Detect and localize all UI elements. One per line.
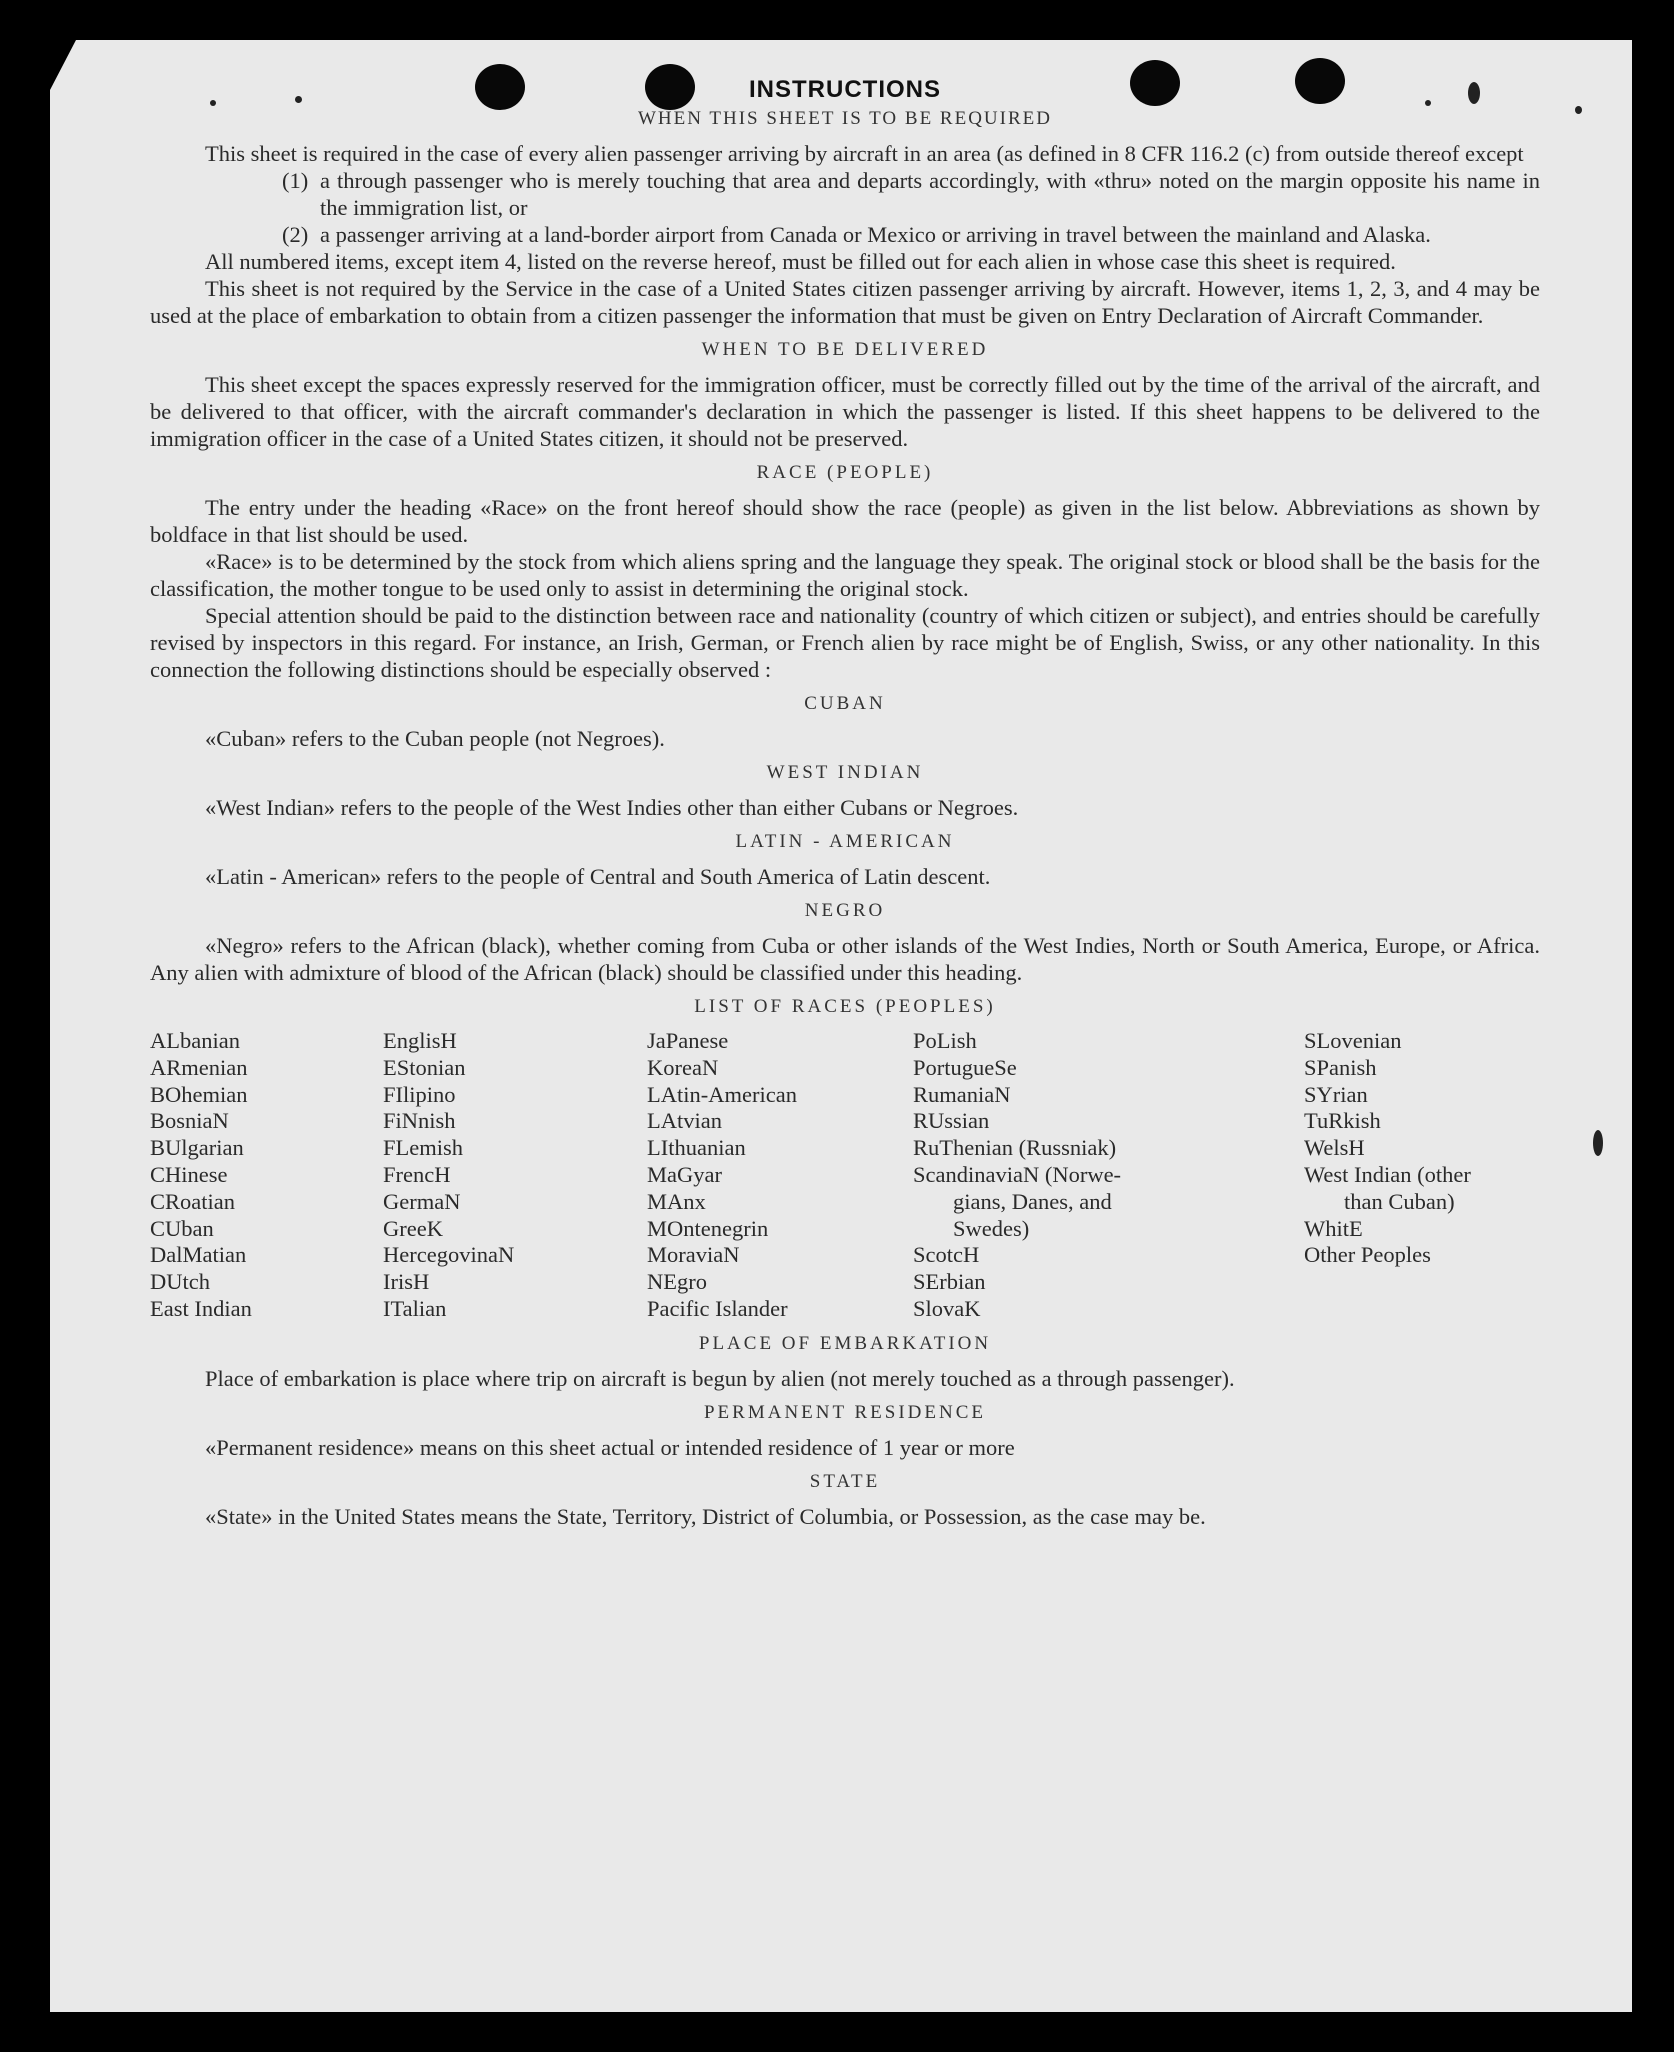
paragraph: This sheet is not required by the Service in the case of a United States citizen passenger arriving by aircraft. However, items 1, 2, 3, and 4 may be used at the place of embarkation to obtain from a citizen passenger the information that must be given on Entry Declaration of Aircraft Commander. — [150, 276, 1540, 328]
paragraph: Place of embarkation is place where trip on aircraft is begun by alien (not merely touched as a through passenger). — [205, 1365, 1235, 1391]
race-item: LAtvian — [647, 1108, 722, 1134]
paragraph: This sheet except the spaces expressly reserved for the immigration officer, must be correctly filled out by the time of the arrival of the aircraft, and be delivered to that officer, with the aircraft commander's declaration in which the passenger is listed. If this sheet happens to be delivered to the immigration officer in the case of a United States citizen, it should not be preserved. — [150, 372, 1540, 451]
page-title: INSTRUCTIONS — [749, 76, 941, 103]
race-item: MoraviaN — [647, 1242, 740, 1268]
race-item: MOntenegrin — [647, 1215, 769, 1241]
race-item: DalMatian — [150, 1242, 247, 1268]
race-item: SlovaK — [913, 1295, 981, 1321]
list-item — [282, 167, 1540, 221]
race-item: MaGyar — [647, 1161, 722, 1187]
race-item: MAnx — [647, 1188, 706, 1214]
race-item: CUban — [150, 1215, 214, 1241]
section-heading: WEST INDIAN — [766, 762, 924, 783]
race-item: SYrian — [1304, 1081, 1368, 1107]
race-item: JaPanese — [647, 1028, 729, 1053]
race-item: WelsH — [1304, 1135, 1365, 1161]
race-item: ScandinaviaN (Norwe- — [913, 1161, 1122, 1187]
race-item: BosniaN — [150, 1108, 229, 1134]
race-item: GermaN — [383, 1188, 461, 1214]
race-item: TuRkish — [1304, 1108, 1381, 1134]
item-number: (1) — [282, 168, 309, 193]
race-item: SPanish — [1304, 1054, 1377, 1080]
section-heading: PERMANENT RESIDENCE — [703, 1401, 987, 1423]
race-item: Other Peoples — [1304, 1242, 1431, 1268]
paragraph: «Permanent residence» means on this sheet actual or intended residence of 1 year or more — [205, 1434, 1015, 1460]
item-number: (2) — [282, 222, 309, 247]
section-heading: LATIN - AMERICAN — [735, 831, 955, 852]
race-item: CHinese — [150, 1161, 228, 1187]
section-heading: RACE (PEOPLE) — [756, 462, 934, 483]
race-item: LIthuanian — [647, 1135, 746, 1161]
list-item — [282, 221, 1540, 248]
race-item: FIlipino — [383, 1081, 456, 1107]
race-column — [383, 1028, 647, 1323]
race-item: GreeK — [383, 1215, 443, 1241]
race-item: WhitE — [1304, 1215, 1363, 1241]
paragraph: All numbered items, except item 4, listed on the reverse hereof, must be filled out for each alien in whose case this sheet is required. — [205, 249, 1396, 274]
section-heading: PLACE OF EMBARKATION — [698, 1332, 992, 1354]
race-column — [647, 1028, 913, 1323]
race-item-continued: than Cuban) — [1344, 1188, 1455, 1214]
race-item: West Indian (other — [1304, 1161, 1471, 1187]
corner-cut — [50, 40, 76, 90]
race-item: RumaniaN — [913, 1081, 1011, 1107]
definition-text: «Cuban» refers to the Cuban people (not Negroes). — [205, 726, 665, 751]
race-item: EnglisH — [383, 1028, 457, 1053]
section-heading: WHEN THIS SHEET IS TO BE REQUIRED — [638, 108, 1052, 129]
race-item: LAtin-American — [647, 1081, 797, 1107]
race-item: ARmenian — [150, 1054, 248, 1080]
race-item: PortugueSe — [913, 1054, 1017, 1080]
race-list — [150, 1028, 1540, 1323]
speck-mark — [1575, 106, 1582, 114]
race-item-continued: Swedes) — [953, 1215, 1030, 1241]
race-item: ScotcH — [913, 1242, 980, 1268]
race-item: CRoatian — [150, 1188, 235, 1214]
race-item: HercegovinaN — [383, 1242, 515, 1268]
paragraph: This sheet is required in the case of every alien passenger arriving by aircraft in an area (as defined in 8 CFR 116.2 (c) from outside thereof except — [205, 141, 1524, 166]
section-heading: NEGRO — [804, 900, 886, 921]
section-heading: CUBAN — [804, 693, 886, 714]
paragraph: Special attention should be paid to the distinction between race and nationality (country of which citizen or subject), and entries should be carefully revised by inspectors in this regard. For instance, an Irish, German, or French alien by race might be of English, Swiss, or any other nationality. In this connection the following distinctions should be especially observed : — [150, 603, 1540, 682]
definition-text: «Negro» refers to the African (black), whether coming from Cuba or other islands of the West Indies, North or South America, Europe, or Africa. Any alien with admixture of blood of the African (black) should be classified under this heading. — [150, 933, 1540, 985]
race-item: BUlgarian — [150, 1135, 244, 1161]
race-item: SErbian — [913, 1269, 986, 1295]
race-item: ITalian — [383, 1295, 447, 1321]
definition-text: «West Indian» refers to the people of the West Indies other than either Cubans or Negroes. — [205, 795, 1019, 820]
race-item: East Indian — [150, 1295, 252, 1321]
document-sheet — [50, 40, 1632, 2012]
section-heading: LIST OF RACES (PEOPLES) — [694, 996, 996, 1017]
race-item: FrencH — [383, 1161, 451, 1187]
paragraph: «Race» is to be determined by the stock from which aliens spring and the language they speak. The original stock or blood shall be the basis for the classification, the mother tongue to be used only to assist in determining the original stock. — [150, 549, 1540, 601]
race-item: PoLish — [913, 1028, 977, 1053]
race-item: Pacific Islander — [647, 1295, 788, 1321]
section-heading: STATE — [809, 1470, 881, 1492]
race-item: FLemish — [383, 1135, 464, 1161]
race-item: IrisH — [383, 1269, 430, 1295]
instructions-content — [150, 76, 1540, 1530]
race-item: FiNnish — [383, 1108, 456, 1134]
race-item: DUtch — [150, 1269, 210, 1295]
paragraph: The entry under the heading «Race» on the front hereof should show the race (people) as given in the list below. Abbreviations as shown by boldface in that list should be used. — [150, 495, 1540, 547]
race-column — [913, 1028, 1304, 1323]
race-item: RUssian — [913, 1108, 990, 1134]
paragraph: «State» in the United States means the State, Territory, District of Columbia, or Possession, as the case may be. — [205, 1503, 1206, 1529]
speck-mark — [1593, 1130, 1603, 1156]
race-item: NEgro — [647, 1269, 707, 1295]
definition-text: «Latin - American» refers to the people of Central and South America of Latin descent. — [205, 864, 991, 889]
item-text: a passenger arriving at a land-border airport from Canada or Mexico or arriving in travel between the mainland and Alaska. — [320, 222, 1431, 247]
race-column — [1304, 1028, 1540, 1323]
race-item: BOhemian — [150, 1081, 248, 1107]
race-item: EStonian — [383, 1054, 466, 1080]
race-item: ALbanian — [150, 1028, 240, 1053]
race-item: RuThenian (Russniak) — [913, 1135, 1117, 1161]
race-item-continued: gians, Danes, and — [953, 1188, 1112, 1214]
race-column — [150, 1028, 383, 1323]
race-item: KoreaN — [647, 1054, 719, 1080]
item-text: a through passenger who is merely touching that area and departs accordingly, with «thru» noted on the margin opposite his name in the immigration list, or — [320, 168, 1540, 220]
section-heading: WHEN TO BE DELIVERED — [701, 339, 989, 360]
race-item: SLovenian — [1304, 1028, 1402, 1053]
